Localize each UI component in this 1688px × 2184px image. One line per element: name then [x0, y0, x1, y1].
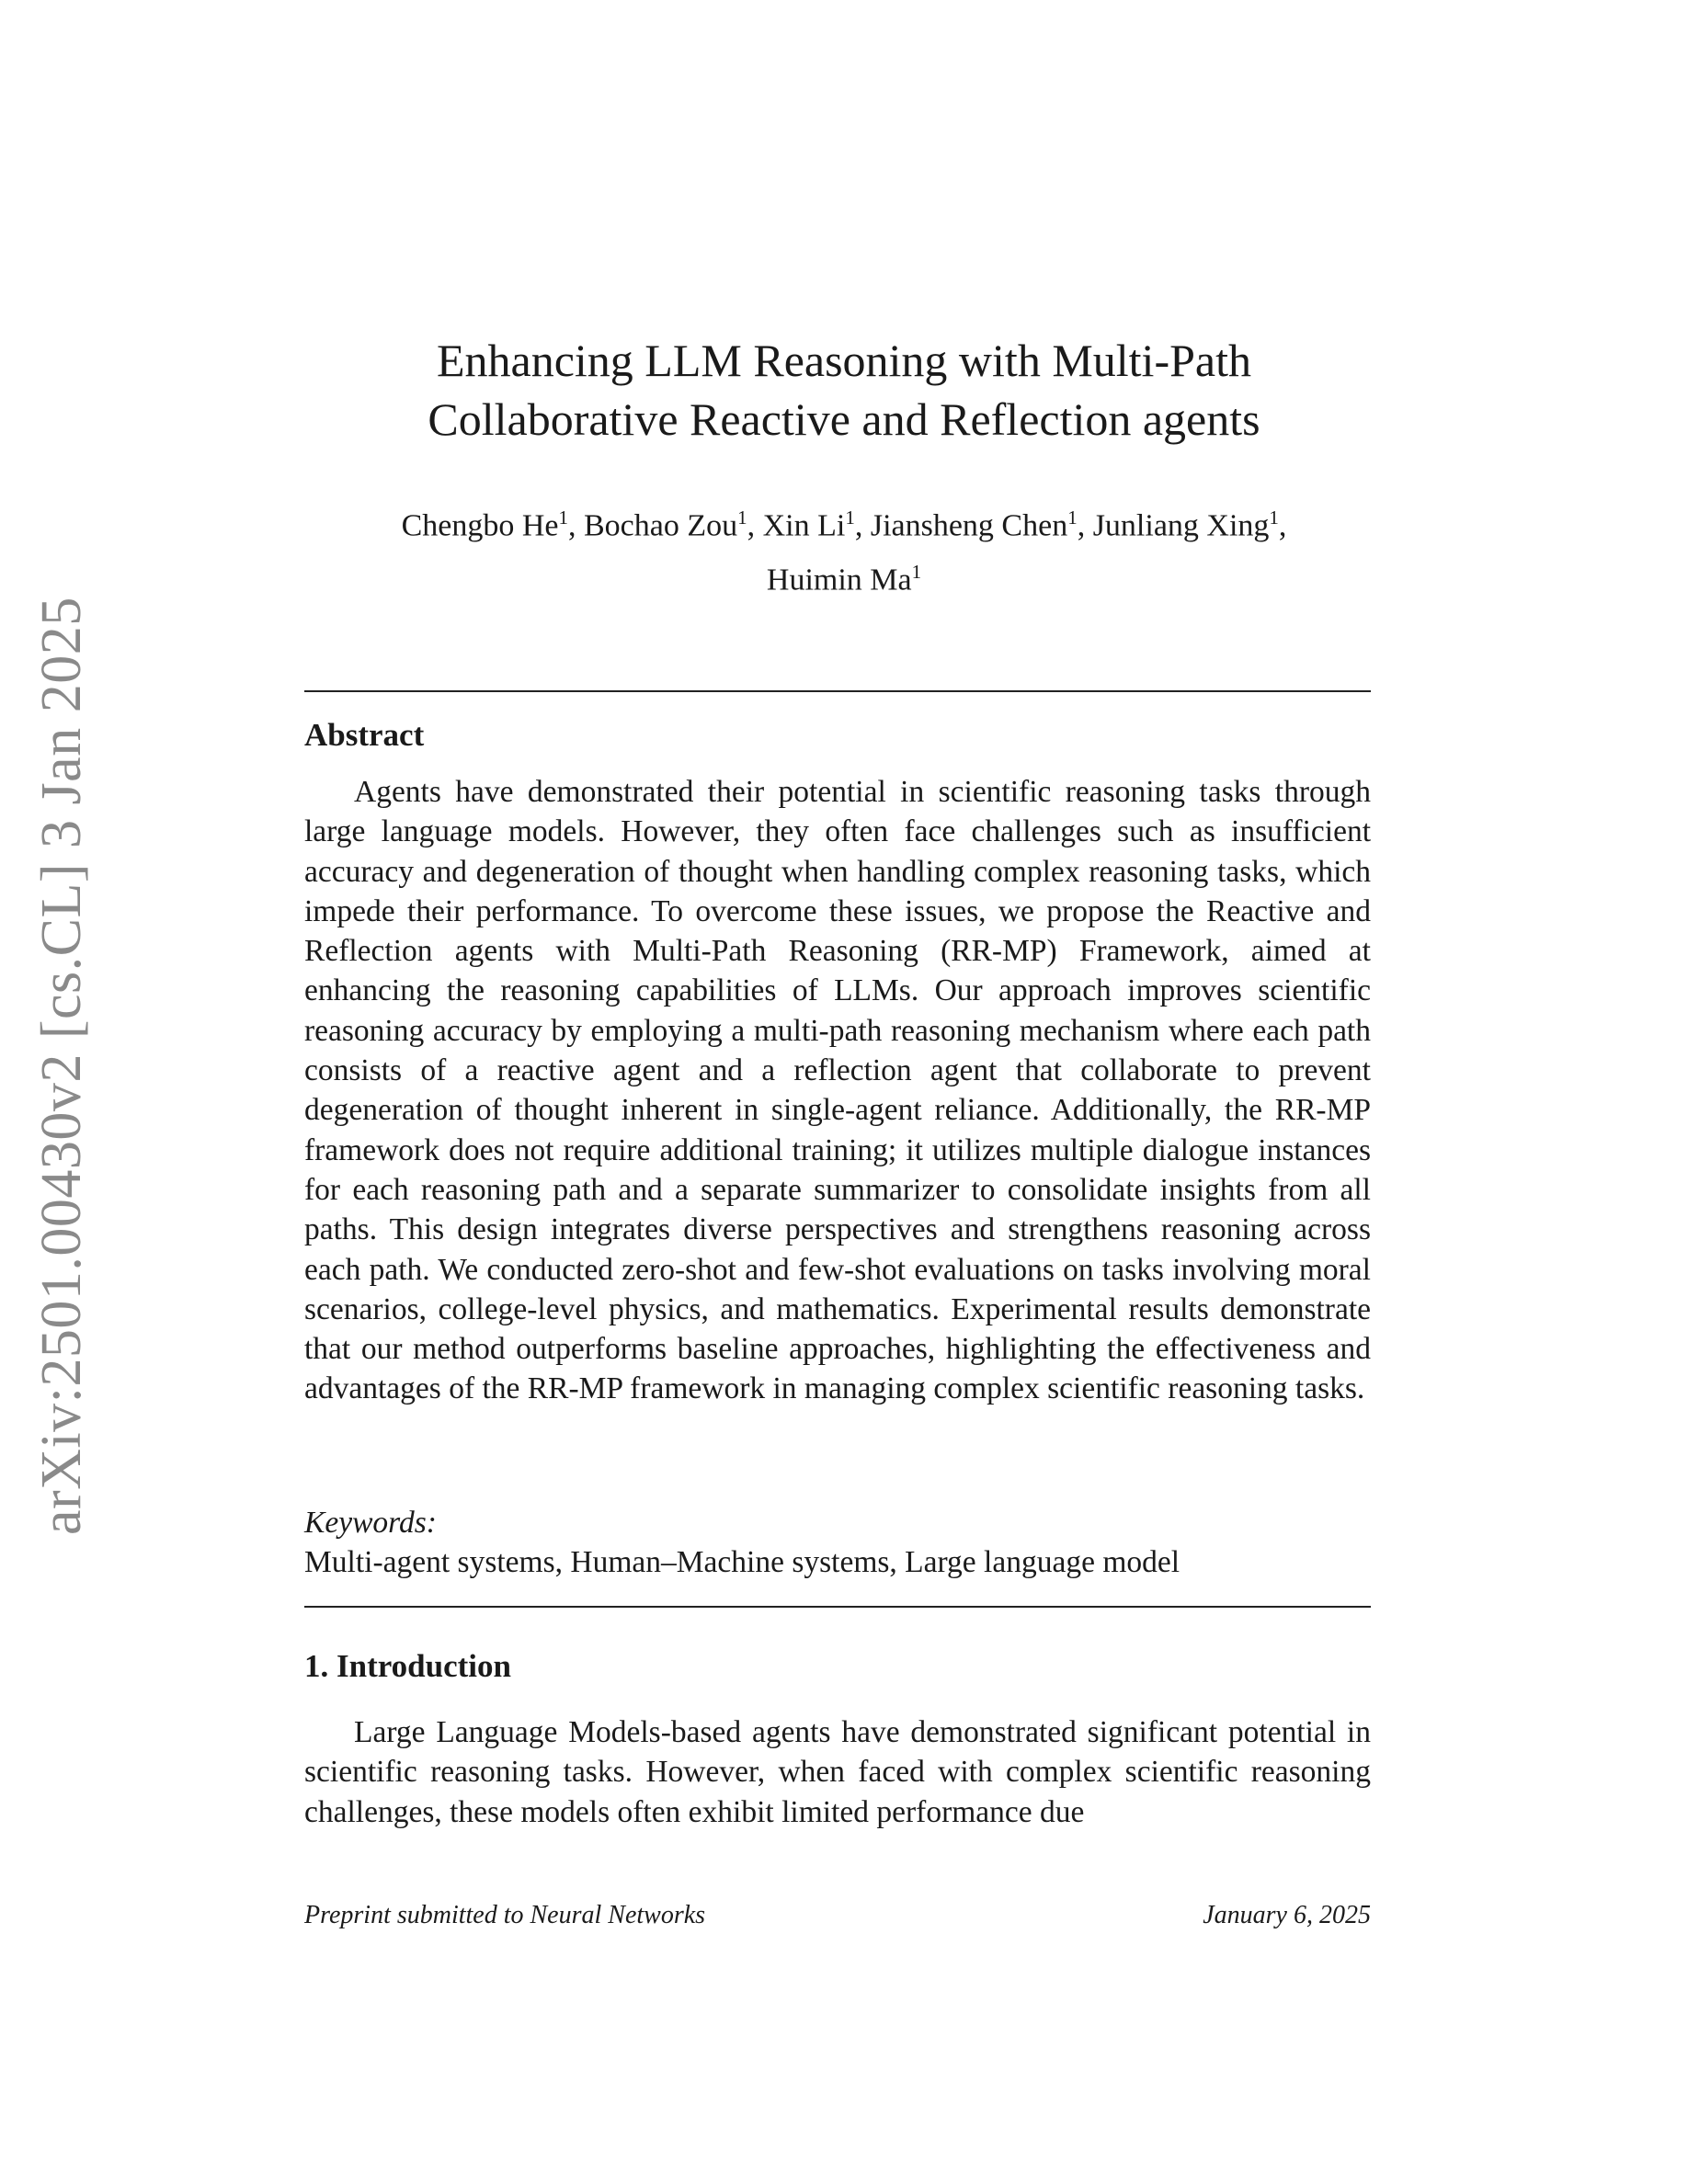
author-name: Xin Li: [762, 508, 846, 543]
author-name: Chengbo He: [401, 508, 559, 543]
arxiv-identifier[interactable]: arXiv:2501.00430v2 [cs.CL] 3 Jan 2025: [30, 597, 93, 1535]
affiliation-mark: 1: [1269, 506, 1279, 529]
affiliation-mark: 1: [1067, 506, 1078, 529]
author-name: Jiansheng Chen: [870, 508, 1068, 543]
top-divider: [304, 690, 1371, 692]
paper-title: [303, 331, 1385, 449]
title-line-2: Collaborative Reactive and Reflection agents: [428, 393, 1260, 445]
affiliation-mark: 1: [845, 506, 855, 529]
keywords-list: Multi-agent systems, Human–Machine systems, Large language model: [304, 1545, 1180, 1579]
introduction-heading: 1. Introduction: [304, 1648, 511, 1684]
affiliation-mark: 1: [737, 506, 747, 529]
author-name: Huimin Ma: [766, 563, 912, 597]
introduction-body: Large Language Models-based agents have demonstrated significant potential in scientific reasoning tasks. However, when faced with complex scientific reasoning challenges, these models often exhibit limited performance due: [304, 1715, 1371, 1829]
title-line-1: Enhancing LLM Reasoning with Multi-Path: [436, 335, 1251, 386]
abstract-heading: Abstract: [304, 717, 425, 753]
keywords-label: Keywords:: [304, 1506, 437, 1540]
affiliation-mark: 1: [911, 561, 922, 584]
bottom-divider: [304, 1606, 1371, 1608]
footer-date: January 6, 2025: [1203, 1901, 1371, 1929]
preprint-note: Preprint submitted to Neural Networks: [304, 1901, 706, 1929]
author-name: Bochao Zou: [583, 508, 738, 543]
affiliation-mark: 1: [558, 506, 568, 529]
author-list: Chengbo He$^1$, Bochao Zou$^1$, Xin Li$^1$, Jiansheng Chen$^1$, Junliang Xing$^1$, Huimin Ma$^1$: [401, 506, 1287, 597]
abstract-body: Agents have demonstrated their potential in scientific reasoning tasks through large language models. However, they often face challenges such as insufficient accuracy and degeneration of thought when handling complex reasoning tasks, which impede their performance. To overcome these issues, we propose the Reactive and Reflection agents with Multi-Path Reasoning (RR-MP) Framework, aimed at enhancing the reasoning capabilities of LLMs. Our approach improves scientific reasoning accuracy by employing a multi-path reasoning mechanism where each path consists of a reactive agent and a reflection agent that collaborate to prevent degeneration of thought inherent in single-agent reliance. Additionally, the RR-MP framework does not require additional training; it utilizes multiple dialogue instances for each reasoning path and a separate summarizer to consolidate insights from all paths. This design integrates diverse perspectives and strengthens reasoning across each path. We conducted zero-shot and few-shot evaluations on tasks involving moral scenarios, college-level physics, and mathematics. Experimental results demonstrate that our method outperforms baseline approaches, highlighting the effectiveness and advantages of the RR-MP framework in managing complex scientific reasoning tasks.: [304, 775, 1371, 1406]
author-name: Junliang Xing: [1092, 508, 1270, 543]
